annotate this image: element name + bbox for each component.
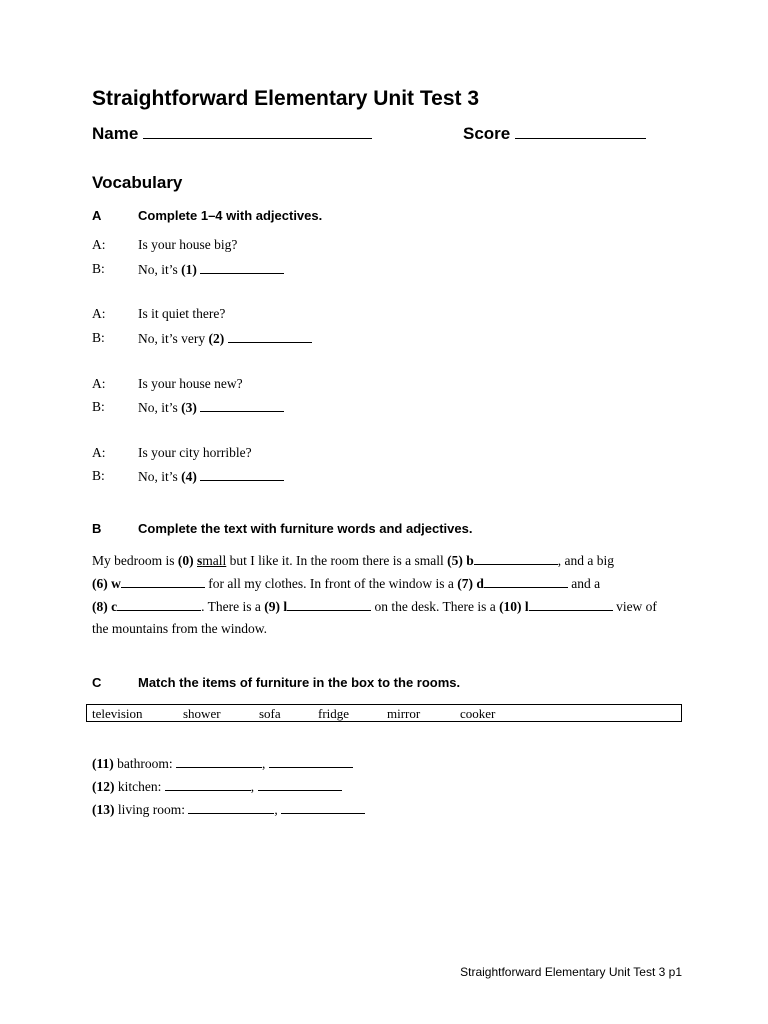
answer-blank-13a[interactable] (188, 801, 274, 814)
answer-blank-2[interactable] (228, 330, 312, 343)
dialogue-3-speaker-a: A: (92, 376, 106, 391)
name-blank[interactable] (143, 124, 372, 139)
answer-text: No, it’s (138, 262, 178, 277)
score-field (463, 124, 646, 144)
score-blank[interactable] (515, 124, 646, 139)
item-number: (5) b (447, 553, 474, 568)
item-number: (3) (181, 400, 197, 415)
paragraph-text: . There is a (201, 599, 265, 614)
item-number: (6) w (92, 576, 121, 591)
match-row-11: (11) bathroom: , (92, 755, 353, 772)
dialogue-2-answer (138, 330, 312, 347)
question-b-instruction: Complete the text with furniture words and adjectives. (138, 521, 473, 536)
paragraph-text: My bedroom is (92, 553, 178, 568)
page-title: Straightforward Elementary Unit Test 3 (92, 87, 480, 110)
paragraph-text: , and a big (557, 553, 614, 568)
example-rest: mall (202, 553, 227, 568)
item-number: (0) (177, 553, 194, 568)
dialogue-4-speaker-b: B: (92, 468, 105, 483)
dialogue-3-speaker-b: B: (92, 399, 105, 414)
answer-blank-12b[interactable] (258, 778, 342, 791)
example-letter: s (197, 553, 203, 568)
answer-blank-3[interactable] (200, 399, 284, 412)
example-answer (197, 553, 226, 568)
word-box (86, 704, 682, 722)
item-number: (7) d (457, 576, 484, 591)
paragraph-line-2 (92, 575, 600, 592)
item-number: (9) l (264, 599, 288, 614)
dialogue-3-answer (138, 399, 284, 416)
answer-blank-9[interactable] (287, 598, 371, 611)
answer-text: No, it’s (138, 400, 178, 415)
paragraph-line-3 (92, 598, 657, 615)
answer-blank-11a[interactable] (176, 755, 262, 768)
answer-blank-10[interactable] (529, 598, 613, 611)
paragraph-text: but I like it. In the room there is a small (226, 553, 448, 568)
dialogue-2-question: Is it quiet there? (138, 306, 226, 321)
question-a-instruction: Complete 1–4 with adjectives. (138, 208, 323, 223)
paragraph-line-4: the mountains from the window. (92, 621, 267, 636)
word-box-item: sofa (259, 706, 281, 721)
dialogue-4-answer (138, 468, 284, 485)
paragraph-text: on the desk. There is a (371, 599, 500, 614)
paragraph-text: for all my clothes. In front of the window is a (204, 576, 458, 591)
item-number: (12) (92, 779, 115, 794)
page-footer: Straightforward Elementary Unit Test 3 p1 (460, 965, 682, 979)
item-number: (2) (208, 331, 225, 346)
answer-blank-11b[interactable] (269, 755, 353, 768)
question-c-instruction: Match the items of furniture in the box to the rooms. (138, 675, 461, 690)
dialogue-2-speaker-a: A: (92, 306, 106, 321)
dialogue-1-question: Is your house big? (138, 237, 238, 252)
name-field (92, 124, 372, 144)
room-label: bathroom: (117, 756, 173, 771)
dialogue-1-answer (138, 261, 284, 278)
item-number: (8) c (92, 599, 118, 614)
word-box-item: shower (183, 706, 221, 721)
answer-blank-12a[interactable] (165, 778, 251, 791)
word-box-item: television (92, 706, 143, 721)
dialogue-2-speaker-b: B: (92, 330, 105, 345)
answer-text: No, it’s (138, 469, 178, 484)
paragraph-text: view of (612, 599, 657, 614)
item-number: (10) l (499, 599, 529, 614)
paragraph-text: and a (567, 576, 601, 591)
score-label: Score (463, 124, 511, 143)
answer-blank-1[interactable] (200, 261, 284, 274)
item-number: (4) (181, 469, 197, 484)
word-box-item: fridge (318, 706, 350, 721)
dialogue-4-speaker-a: A: (92, 445, 106, 460)
dialogue-4-question: Is your city horrible? (138, 445, 252, 460)
question-b-letter: B (92, 521, 102, 536)
answer-blank-8[interactable] (117, 598, 201, 611)
item-number: (13) (92, 802, 115, 817)
answer-blank-7[interactable] (484, 575, 568, 588)
room-label: living room: (117, 802, 185, 817)
dialogue-1-speaker-a: A: (92, 237, 106, 252)
answer-blank-4[interactable] (200, 468, 284, 481)
word-box-item: cooker (460, 706, 496, 721)
item-number: (1) (181, 262, 197, 277)
answer-text: No, it’s very (138, 331, 206, 346)
question-a-letter: A (92, 208, 102, 223)
match-row-12: (12) kitchen: , (92, 778, 342, 795)
answer-blank-6[interactable] (121, 575, 205, 588)
room-label: kitchen: (117, 779, 162, 794)
answer-blank-5[interactable] (474, 552, 558, 565)
dialogue-1-speaker-b: B: (92, 261, 105, 276)
item-number: (11) (92, 756, 114, 771)
section-heading: Vocabulary (92, 173, 183, 192)
word-box-item: mirror (387, 706, 421, 721)
paragraph-line-1 (92, 552, 614, 569)
question-c-letter: C (92, 675, 102, 690)
name-label: Name (92, 124, 139, 143)
match-row-13: (13) living room: , (92, 801, 365, 818)
answer-blank-13b[interactable] (281, 801, 365, 814)
dialogue-3-question: Is your house new? (138, 376, 243, 391)
